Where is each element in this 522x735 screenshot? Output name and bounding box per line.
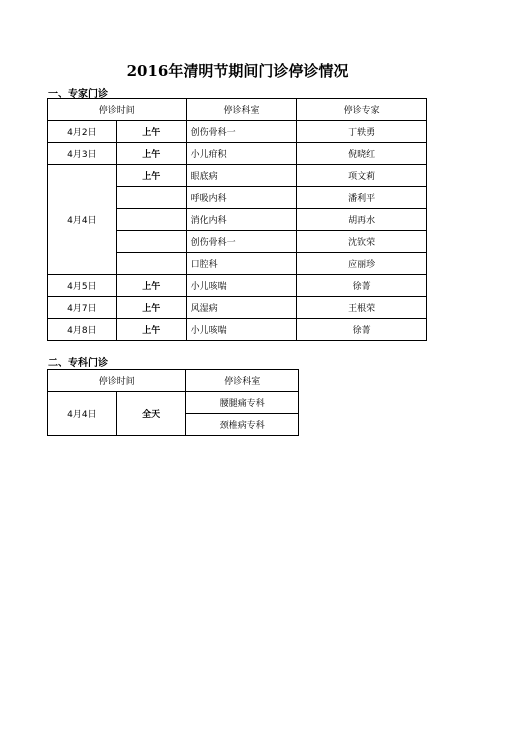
date-cell: 4月8日 xyxy=(48,319,117,341)
dept-cell: 颈椎病专科 xyxy=(186,414,299,436)
period-cell: 全天 xyxy=(116,392,186,436)
dept-cell: 呼吸内科 xyxy=(186,187,297,209)
period-cell xyxy=(116,209,186,231)
date-cell: 4月5日 xyxy=(48,275,117,297)
dept-cell: 创伤骨科一 xyxy=(186,231,297,253)
expert-clinic-table xyxy=(47,98,427,341)
period-cell: 上午 xyxy=(116,143,186,165)
expert-cell: 胡再水 xyxy=(297,209,427,231)
header-time: 停诊时间 xyxy=(48,370,186,392)
table-row xyxy=(48,143,427,165)
period-cell xyxy=(116,231,186,253)
table-row xyxy=(48,121,427,143)
dept-cell: 小儿咳喘 xyxy=(186,275,297,297)
expert-cell: 王根荣 xyxy=(297,297,427,319)
dept-cell: 小儿疳积 xyxy=(186,143,297,165)
table-row xyxy=(48,297,427,319)
table-row xyxy=(48,392,299,414)
period-cell: 上午 xyxy=(116,121,186,143)
dept-cell: 腰腿痛专科 xyxy=(186,392,299,414)
period-cell xyxy=(116,253,186,275)
expert-cell: 倪晓红 xyxy=(297,143,427,165)
section-heading-specialty: 二、专科门诊 xyxy=(48,358,108,369)
period-cell: 上午 xyxy=(116,165,186,187)
section-heading-expert: 一、专家门诊 xyxy=(48,89,108,100)
header-dept: 停诊科室 xyxy=(186,99,297,121)
expert-cell: 丁轶勇 xyxy=(297,121,427,143)
dept-cell: 眼底病 xyxy=(186,165,297,187)
period-cell: 上午 xyxy=(116,319,186,341)
specialty-clinic-table xyxy=(47,369,299,436)
period-cell: 上午 xyxy=(116,275,186,297)
expert-cell: 潘利平 xyxy=(297,187,427,209)
table-header-row xyxy=(48,370,299,392)
table-row xyxy=(48,165,427,187)
table-header-row xyxy=(48,99,427,121)
table-row xyxy=(48,275,427,297)
dept-cell: 消化内科 xyxy=(186,209,297,231)
period-cell: 上午 xyxy=(116,297,186,319)
expert-cell: 项文莉 xyxy=(297,165,427,187)
expert-cell: 徐菁 xyxy=(297,275,427,297)
table-row xyxy=(48,319,427,341)
date-cell: 4月4日 xyxy=(48,392,117,436)
date-cell: 4月4日 xyxy=(48,165,117,275)
dept-cell: 创伤骨科一 xyxy=(186,121,297,143)
date-cell: 4月2日 xyxy=(48,121,117,143)
header-expert: 停诊专家 xyxy=(297,99,427,121)
expert-cell: 徐菁 xyxy=(297,319,427,341)
dept-cell: 口腔科 xyxy=(186,253,297,275)
dept-cell: 小儿咳喘 xyxy=(186,319,297,341)
dept-cell: 风湿病 xyxy=(186,297,297,319)
header-time: 停诊时间 xyxy=(48,99,187,121)
header-dept: 停诊科室 xyxy=(186,370,299,392)
page-title: 2016年清明节期间门诊停诊情况 xyxy=(126,62,349,80)
date-cell: 4月3日 xyxy=(48,143,117,165)
date-cell: 4月7日 xyxy=(48,297,117,319)
expert-cell: 应丽珍 xyxy=(297,253,427,275)
expert-cell: 沈钦荣 xyxy=(297,231,427,253)
period-cell xyxy=(116,187,186,209)
